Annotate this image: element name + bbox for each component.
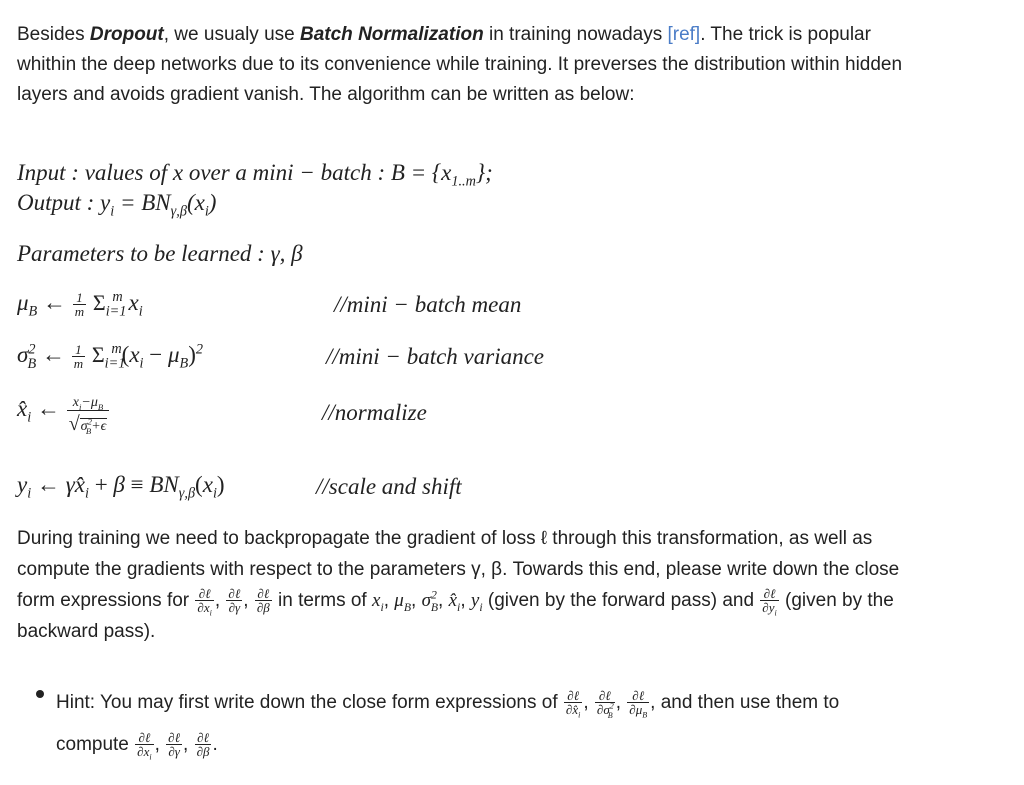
input-set: B = {x [390,160,452,185]
backprop-paragraph: During training we need to backpropagate the gradient of loss ℓ through this transformation, as well as compute the gradients with respect to the parameters γ, β. Towards this end, please write down the close form expressions for $\frac{\text{∂ℓ}}{\partial x_i}$ , $\frac{\text{∂ℓ}}{\partial\gamma}$ , $\frac{\text{∂ℓ}}{\partial\beta}$ in terms of $x_i$, $\mu_B$, $\sigma^2_B$, $x̂_i$, $y_i$ (given by the forward pass) and $\frac{\text{∂ℓ}}{\partial y_i}$ (given by the backward pass). [17,528,900,642]
parameters-line [17,241,303,267]
term-dropout: Dropout [89,24,164,45]
hint-paragraph: Hint: You may first write down the close form expressions of $\frac{\text{∂ℓ}}{\partial x̂_i}$ , $\frac{\text{∂ℓ}}{\partial\sigma^2_B}$ , $\frac{\text{∂ℓ}}{\partial\mu_B}$ , and then use them to compute $\frac{\text{∂ℓ}}{\partial x_i}$ , $\frac{\text{∂ℓ}}{\partial\gamma}$ , $\frac{\text{∂ℓ}}{\partial\beta}$ . [56,688,840,763]
equation-variance: $\sigma^2_B$ ← $\frac{1}{m}$ $\Sigma_{i=1}^m(x_i - \mu_B)^2$ [17,341,204,372]
algorithm-output-line: Output : $y_i = BN_{\gamma,\beta}(x_i)$ [17,190,217,220]
output-arg: (x [186,190,205,215]
equation-mean: $\mu_B$ ← $\frac{1}{m}$ $\Sigma_{i=1}^m$ $x_i$ [17,289,143,320]
output-label: Output : y [17,190,111,215]
input-subscript: 1..m [451,173,476,190]
ref-link[interactable]: [ref] [667,24,701,45]
intro-text-3: in training nowadays [483,24,668,45]
parameters-text: Parameters to be learned : γ, β [17,241,303,266]
intro-text-2: , we usualy use [163,24,300,45]
backprop-text-1: During training we need to backpropagate the gradient of loss ℓ through this transformation, as well as compute the gradients with respect to the parameters γ, β. Towards this end, please write down the close form expressions for [17,528,900,611]
input-end: }; [475,160,493,185]
intro-text-4: . The trick is popular whithin the deep networks due to its convenience while training. It preverses the distribution within hidden layers and avoids gradient vanish. The algorithm can be written as below: [17,24,903,105]
hint-text-1: Hint: You may first write down the close form expressions of [56,692,558,713]
intro-paragraph [17,20,917,110]
output-eq: = BN [114,190,171,215]
comment-mean: //mini − batch mean [334,292,522,317]
output-end: ) [208,190,217,215]
backprop-text-3: (given by the forward pass) and [487,590,755,611]
backprop-text-4: (given by the backward pass). [17,590,894,642]
hint-text-3: . [212,734,218,755]
backprop-text-2: in terms of [278,590,367,611]
input-label: Input : values of x over a mini − batch : [17,160,391,185]
comment-normalize: //normalize [322,400,427,425]
term-batch-normalization: Batch Normalization [300,24,484,45]
hint-text-2: , and then use them to compute [56,692,840,755]
intro-text-1: Besides [17,24,90,45]
bullet-dot [36,690,44,698]
comment-variance: //mini − batch variance [326,344,545,369]
algorithm-input-line [17,160,493,190]
comment-scale-shift: //scale and shift [316,474,462,499]
output-subscript: γ,β [170,203,187,220]
equation-normalize: $x̂_i$ ← $\frac{x_i-\mu_B}{√\sigma^2_B+\epsilon}$ [17,396,110,434]
equation-scale-shift: $y_i$ ← $\gamma x̂_i + \beta \equiv BN_{\gamma,\beta}(x_i)$ [17,472,225,502]
